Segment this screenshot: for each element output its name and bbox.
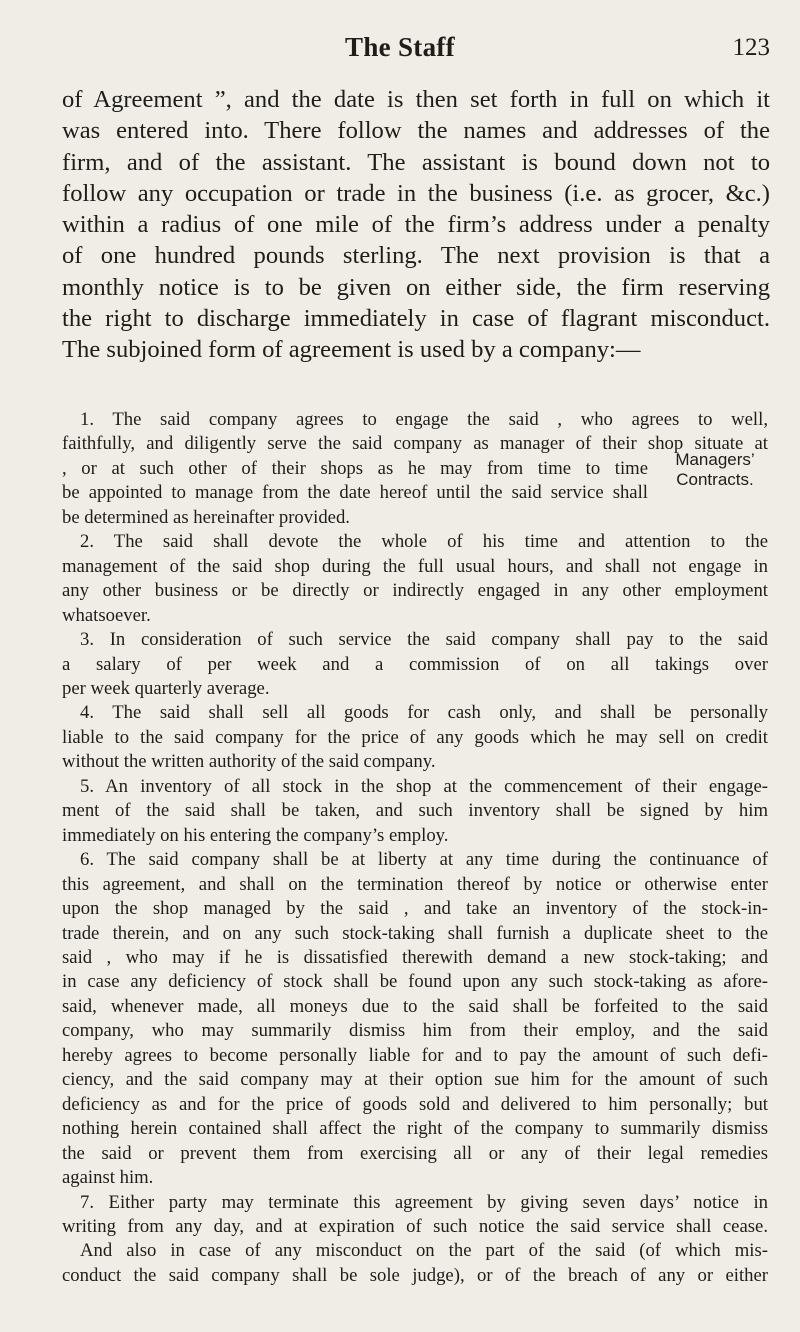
intro-line: the right to discharge immediately in case of flagrant misconduct.	[62, 305, 770, 333]
margin-note-line: Managers’	[675, 450, 755, 469]
form-line: , or at such other of their shops as he may from time to time	[62, 457, 648, 479]
form-line: the said or prevent them from exercising all or any of their legal remedies	[62, 1142, 768, 1164]
form-line: trade therein, and on any such stock-taking shall furnish a duplicate sheet to the	[62, 922, 768, 944]
intro-line: follow any occupation or trade in the business (i.e. as grocer, &c.)	[62, 179, 770, 207]
form-line: against him.	[62, 1167, 154, 1189]
form-line: hereby agrees to become personally liable for and to pay the amount of such defi-	[62, 1044, 768, 1066]
intro-line: of Agreement ”, and the date is then set forth in full on which it	[62, 86, 770, 113]
form-line: 4. The said shall sell all goods for cash only, and shall be personally	[80, 702, 768, 724]
form-line: faithfully, and diligently serve the said company as manager of their shop situate at	[62, 433, 768, 455]
intro-line: of one hundred pounds sterling. The next provision is that a	[62, 242, 770, 270]
form-line: this agreement, and shall on the termination thereof by notice or otherwise enter	[62, 873, 768, 895]
form-line: any other business or be directly or indirectly engaged in any other employment	[62, 580, 768, 602]
intro-paragraph	[62, 84, 770, 366]
form-line: company, who may summarily dismiss him from their employ, and the said	[62, 1020, 768, 1042]
form-line: a salary of per week and a commission of on all takings over	[62, 653, 768, 675]
form-line: nothing herein contained shall affect the right of the company to summarily dismiss	[62, 1118, 768, 1140]
form-line: liable to the said company for the price of any goods which he may sell on credit	[62, 726, 768, 748]
form-line: said, whenever made, all moneys due to the said shall be forfeited to the said	[62, 995, 768, 1017]
form-line: be appointed to manage from the date hereof until the said service shall	[62, 482, 648, 504]
intro-line: The subjoined form of agreement is used by a company:—	[62, 336, 641, 364]
form-line: 6. The said company shall be at liberty at any time during the continuance of	[80, 849, 768, 871]
form-line: be determined as hereinafter provided.	[62, 506, 350, 528]
form-line: said , who may if he is dissatisfied therewith demand a new stock-taking; and	[62, 946, 768, 968]
page-number: 123	[732, 34, 770, 61]
form-line: ment of the said shall be taken, and such inventory shall be signed by him	[62, 800, 768, 822]
form-line: 5. An inventory of all stock in the shop at the commencement of their engage-	[80, 775, 768, 797]
intro-line: monthly notice is to be given on either side, the firm reserving	[62, 273, 770, 301]
form-line: writing from any day, and at expiration of such notice the said service shall cease.	[62, 1215, 768, 1237]
intro-line: within a radius of one mile of the firm’s address under a penalty	[62, 211, 770, 239]
form-line: 2. The said shall devote the whole of his time and attention to the	[80, 531, 768, 553]
form-line: whatsoever.	[62, 604, 151, 626]
margin-note-line: Contracts.	[676, 470, 754, 489]
form-line: immediately on his entering the company’s employ.	[62, 824, 449, 846]
form-line: And also in case of any misconduct on the part of the said (of which mis-	[80, 1240, 768, 1262]
form-line: 1. The said company agrees to engage the said , who agrees to well,	[80, 409, 768, 430]
form-line: upon the shop managed by the said , and take an inventory of the stock-in-	[62, 898, 768, 920]
form-line: 3. In consideration of such service the said company shall pay to the said	[80, 629, 768, 651]
form-line: in case any deficiency of stock shall be found upon any such stock-taking as afore-	[62, 971, 768, 993]
intro-line: firm, and of the assistant. The assistant is bound down not to	[62, 148, 770, 176]
chapter-title: The Staff	[345, 32, 455, 62]
form-line: 7. Either party may terminate this agreement by giving seven days’ notice in	[80, 1191, 768, 1213]
intro-line: was entered into. There follow the names and addresses of the	[62, 117, 770, 145]
agreement-form	[62, 408, 768, 1288]
running-head	[0, 32, 800, 66]
form-line: without the written authority of the said company.	[62, 751, 436, 773]
form-line: deficiency as and for the price of goods sold and delivered to him personally; but	[62, 1093, 768, 1115]
form-line: management of the said shop during the full usual hours, and shall not engage in	[62, 555, 768, 577]
form-line: conduct the said company shall be sole judge), or of the breach of any or either	[62, 1264, 768, 1286]
form-line: per week quarterly average.	[62, 677, 270, 699]
form-line: ciency, and the said company may at their option sue him for the amount of such	[62, 1069, 768, 1091]
